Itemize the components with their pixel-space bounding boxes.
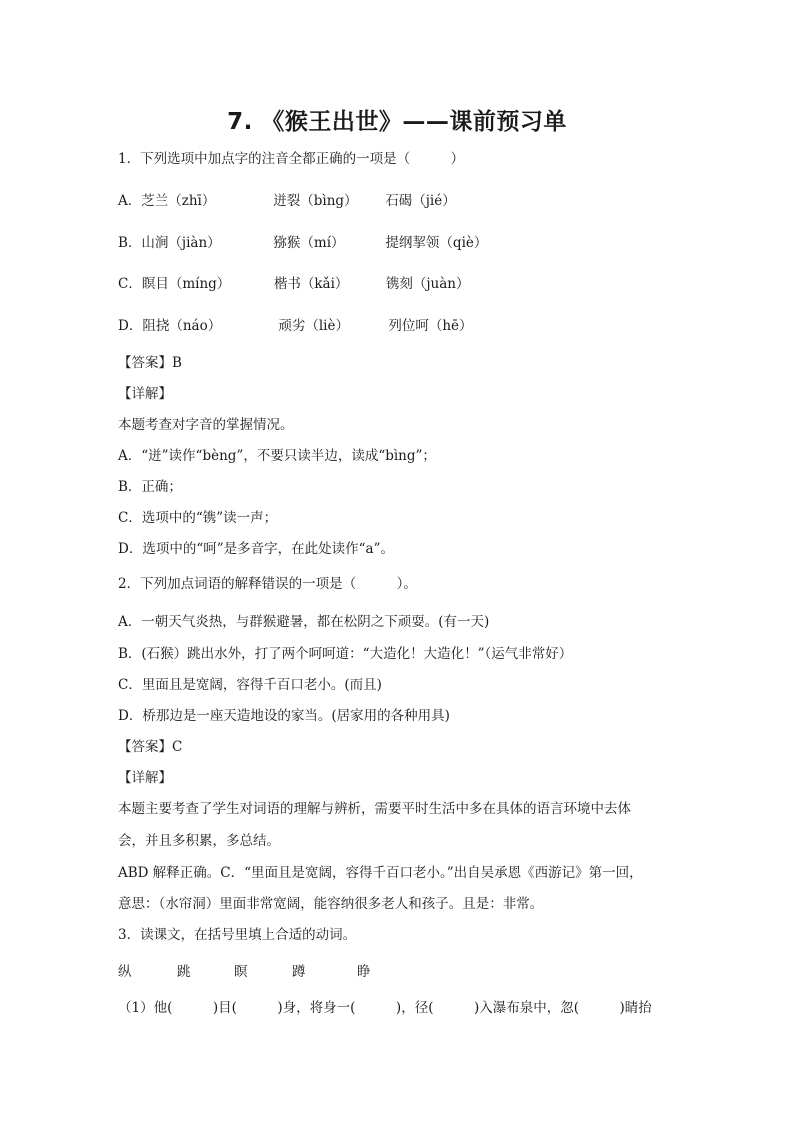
option-item: 山涧（jiàn） bbox=[141, 235, 221, 251]
q2-detail-line: ABD 解释正确。C．“里面且是宽阔，容得千百口老小。”出自吴承恩《西游记》第一回， bbox=[118, 865, 643, 881]
option-item: 猕猴（mí） bbox=[273, 235, 345, 251]
question-2: 2．下列加点词语的解释错误的一项是（ ）。 bbox=[118, 576, 417, 592]
q1-detail-head: 【详解】 bbox=[118, 386, 172, 402]
q3-sentence-1: （1）他( )目( )身，将身一( )，径( )入瀑布泉中，忽( )睛抬 bbox=[118, 1000, 652, 1016]
q2-detail-line: 意思：（水帘洞）里面非常宽阔，能容纳很多老人和孩子。且是：非常。 bbox=[118, 896, 544, 912]
option-item: 顽劣（liè） bbox=[278, 318, 349, 334]
q1-option-a bbox=[118, 192, 456, 210]
option-label: B． bbox=[118, 235, 142, 251]
q2-option-d: D．桥那边是一座天造地设的家当。(居家用的各种用具) bbox=[118, 708, 450, 724]
q3-verb-bank bbox=[118, 963, 371, 981]
verb-word: 睁 bbox=[357, 964, 371, 980]
option-item: 楷书（kǎi） bbox=[273, 276, 349, 292]
q1-detail-line: 本题考查对字音的掌握情况。 bbox=[118, 417, 294, 433]
verb-word: 瞑 bbox=[234, 964, 248, 980]
verb-word: 纵 bbox=[118, 964, 132, 980]
option-item: 列位呵（hē） bbox=[388, 318, 473, 334]
q2-option-a: A．一朝天气炎热，与群猴避暑，都在松阴之下顽耍。(有一天) bbox=[118, 614, 490, 630]
question-1: 1．下列选项中加点字的注音全都正确的一项是（ ） bbox=[118, 151, 465, 167]
q1-detail-line: D．选项中的“呵”是多音字，在此处读作“a”。 bbox=[118, 541, 394, 557]
q2-detail-head: 【详解】 bbox=[118, 770, 172, 786]
option-item: 芝兰（zhī） bbox=[141, 193, 216, 209]
option-item: 镌刻（juàn） bbox=[385, 276, 470, 292]
q1-detail-line: A．“迸”读作“bèng”，不要只读半边，读成“bìng”； bbox=[118, 448, 436, 464]
option-label: C． bbox=[118, 276, 142, 292]
q2-option-c: C．里面且是宽阔，容得千百口老小。(而且) bbox=[118, 677, 382, 693]
verb-word: 蹲 bbox=[292, 964, 306, 980]
option-label: D． bbox=[118, 318, 143, 334]
q1-detail-line: B．正确； bbox=[118, 479, 182, 495]
option-item: 瞑目（míng） bbox=[141, 276, 231, 292]
option-item: 阻挠（náo） bbox=[142, 318, 222, 334]
option-item: 迸裂（bìng） bbox=[273, 193, 358, 209]
q1-detail-line: C．选项中的“镌”读一声； bbox=[118, 510, 278, 526]
option-item: 提纲挈领（qiè） bbox=[385, 235, 488, 251]
q1-option-b bbox=[118, 234, 487, 252]
q2-option-b: B．(石猴）跳出水外，打了两个呵呵道：“大造化！大造化！”（运气非常好） bbox=[118, 646, 573, 662]
q2-answer: 【答案】C bbox=[118, 739, 183, 755]
q2-detail-line: 会，并且多积累，多总结。 bbox=[118, 833, 280, 849]
question-3: 3．读课文，在括号里填上合适的动词。 bbox=[118, 927, 357, 943]
page-title: 7. 《猴王出世》——课前预习单 bbox=[227, 109, 567, 135]
option-item: 石碣（jié） bbox=[385, 193, 456, 209]
q1-answer: 【答案】B bbox=[118, 355, 182, 371]
verb-word: 跳 bbox=[177, 964, 191, 980]
q2-detail-line: 本题主要考查了学生对词语的理解与辨析，需要平时生活中多在具体的语言环境中去体 bbox=[118, 801, 631, 817]
q1-option-c bbox=[118, 275, 469, 293]
option-label: A． bbox=[118, 193, 142, 209]
q1-option-d bbox=[118, 317, 473, 335]
